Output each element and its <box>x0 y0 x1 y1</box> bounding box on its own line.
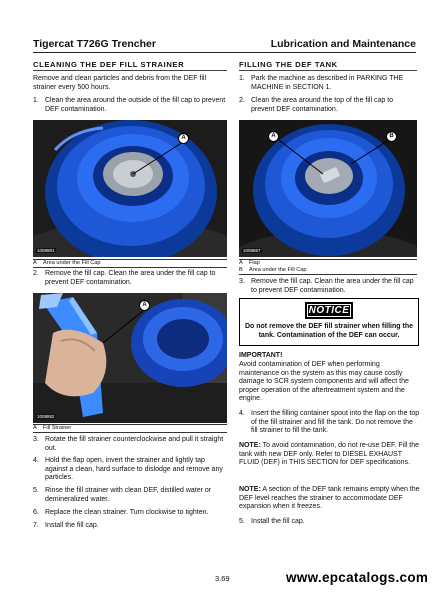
left-step-2 <box>33 270 229 287</box>
photo-def-tank-flap <box>239 120 417 257</box>
caption-photo2 <box>33 425 227 432</box>
section-title-cleaning-strainer: CLEANING THE DEF FILL STRAINER <box>33 60 185 69</box>
step-number: 4. <box>33 457 39 464</box>
watermark: www.epcatalogs.com <box>286 570 429 585</box>
right-step-3 <box>239 278 419 295</box>
caption-rule <box>33 267 227 268</box>
step-number: 6. <box>33 509 39 516</box>
step-text: Clean the area around the top of the fill cap to prevent DEF contamination. <box>251 97 394 113</box>
right-step-4 <box>239 410 421 436</box>
callout-b-photo3: B <box>386 131 397 142</box>
step-number: 3. <box>33 436 39 443</box>
note-label: NOTE: <box>239 442 261 449</box>
caption-area-under-cap <box>239 267 417 274</box>
intro-paragraph: Remove and clean particles and debris from the DEF fill strainer every 500 hours. <box>33 75 207 91</box>
caption-text: Area under the Fill Cap <box>43 260 101 266</box>
fill-strainer-illustration <box>33 293 227 423</box>
header-rule <box>33 52 416 53</box>
step-text: Rinse the fill strainer with clean DEF, distilled water or demineralized water. <box>45 487 212 503</box>
left-step-1 <box>33 97 229 114</box>
note-label: NOTE: <box>239 486 261 493</box>
step-number: 7. <box>33 522 39 529</box>
notice-label: NOTICE <box>305 302 353 319</box>
photo-id: 1008882 <box>37 414 55 419</box>
section-rule-left <box>33 70 227 71</box>
step-text: Insert the filling container spout into the flap on the top of the fill strainer and fill the tank. Do not remove the fill strainer to fill the tank. <box>251 410 420 435</box>
photo-def-fill-area <box>33 120 227 257</box>
left-step-6 <box>33 509 229 518</box>
step-number: 1. <box>33 97 39 104</box>
notice-text: Do not remove the DEF fill strainer when filling the tank. Contamination of the DEF can occur. <box>244 323 414 339</box>
step-text: Clean the area around the outside of the fill cap to prevent DEF contamination. <box>45 97 226 113</box>
caption-flap <box>239 260 417 267</box>
step-text: Install the fill cap. <box>45 522 99 529</box>
step-text: Hold the flap open, invert the strainer and lightly tap against a clean, hard surface to dislodge and remove any particles. <box>45 457 223 482</box>
caption-letter: A <box>33 425 37 431</box>
left-step-7 <box>33 522 229 531</box>
note-text: A section of the DEF tank remains empty when the DEF level reaches the strainer to accommodate DEF expansion when it freezes. <box>239 486 420 511</box>
step-number: 2. <box>239 97 245 104</box>
page-number: 3.69 <box>215 574 230 583</box>
left-step-3 <box>33 436 229 453</box>
fill-area-illustration <box>33 120 227 257</box>
caption-photo1 <box>33 260 227 267</box>
caption-text: Area under the Fill Cap <box>249 267 307 273</box>
note-text: To avoid contamination, do not re-use DEF. Fill the tank with new DEF only. Refer to DIESEL EXHAUST FLUID (DEF) in THIS SECTION for DEF specifications. <box>239 442 420 467</box>
chapter-title: Lubrication and Maintenance <box>270 38 416 50</box>
left-step-4 <box>33 457 229 483</box>
important-text: Avoid contamination of DEF when performing maintenance on the system as this may cause costly damage to SCR system components and will affect the proper operation of the aftertreatment system and the engine. <box>239 361 409 403</box>
section-title-filling-tank: FILLING THE DEF TANK <box>239 60 338 69</box>
step-text: Remove the fill cap. Clean the area under the fill cap to prevent DEF contamination. <box>251 278 414 294</box>
photo-id: 1008867 <box>243 248 261 253</box>
caption-rule <box>239 274 417 275</box>
important-label: IMPORTANT! <box>239 352 283 359</box>
step-text: Park the machine as described in PARKING THE MACHINE in SECTION 1. <box>251 75 404 91</box>
step-number: 2. <box>33 270 39 277</box>
right-step-5 <box>239 518 421 527</box>
callout-a-photo3: A <box>268 131 279 142</box>
step-number: 4. <box>239 410 245 417</box>
callout-a-photo2: A <box>139 300 150 311</box>
caption-text: Fill Strainer <box>43 425 72 431</box>
step-text: Replace the clean strainer. Turn clockwise to tighten. <box>45 509 209 516</box>
step-number: 3. <box>239 278 245 285</box>
note-tank-expansion <box>239 486 421 512</box>
caption-letter: A <box>239 260 243 266</box>
right-step-1 <box>239 75 417 92</box>
step-text: Rotate the fill strainer counterclockwise and pull it straight out. <box>45 436 224 452</box>
step-number: 1. <box>239 75 245 82</box>
caption-text: Flap <box>249 260 260 266</box>
document-title: Tigercat T726G Trencher <box>33 38 156 50</box>
photo-id: 1008881 <box>37 248 55 253</box>
caption-letter: B <box>239 267 243 273</box>
step-text: Install the fill cap. <box>251 518 305 525</box>
caption-letter: A <box>33 260 37 266</box>
caption-rule <box>33 432 227 433</box>
right-step-2 <box>239 97 417 114</box>
note-reuse-def <box>239 442 421 468</box>
left-step-5 <box>33 487 229 504</box>
step-number: 5. <box>239 518 245 525</box>
photo-fill-strainer <box>33 293 227 423</box>
notice-box <box>239 298 419 346</box>
step-text: Remove the fill cap. Clean the area under the fill cap to prevent DEF contamination. <box>45 270 216 286</box>
callout-a-photo1: A <box>178 133 189 144</box>
section-rule-right <box>239 70 417 71</box>
step-number: 5. <box>33 487 39 494</box>
